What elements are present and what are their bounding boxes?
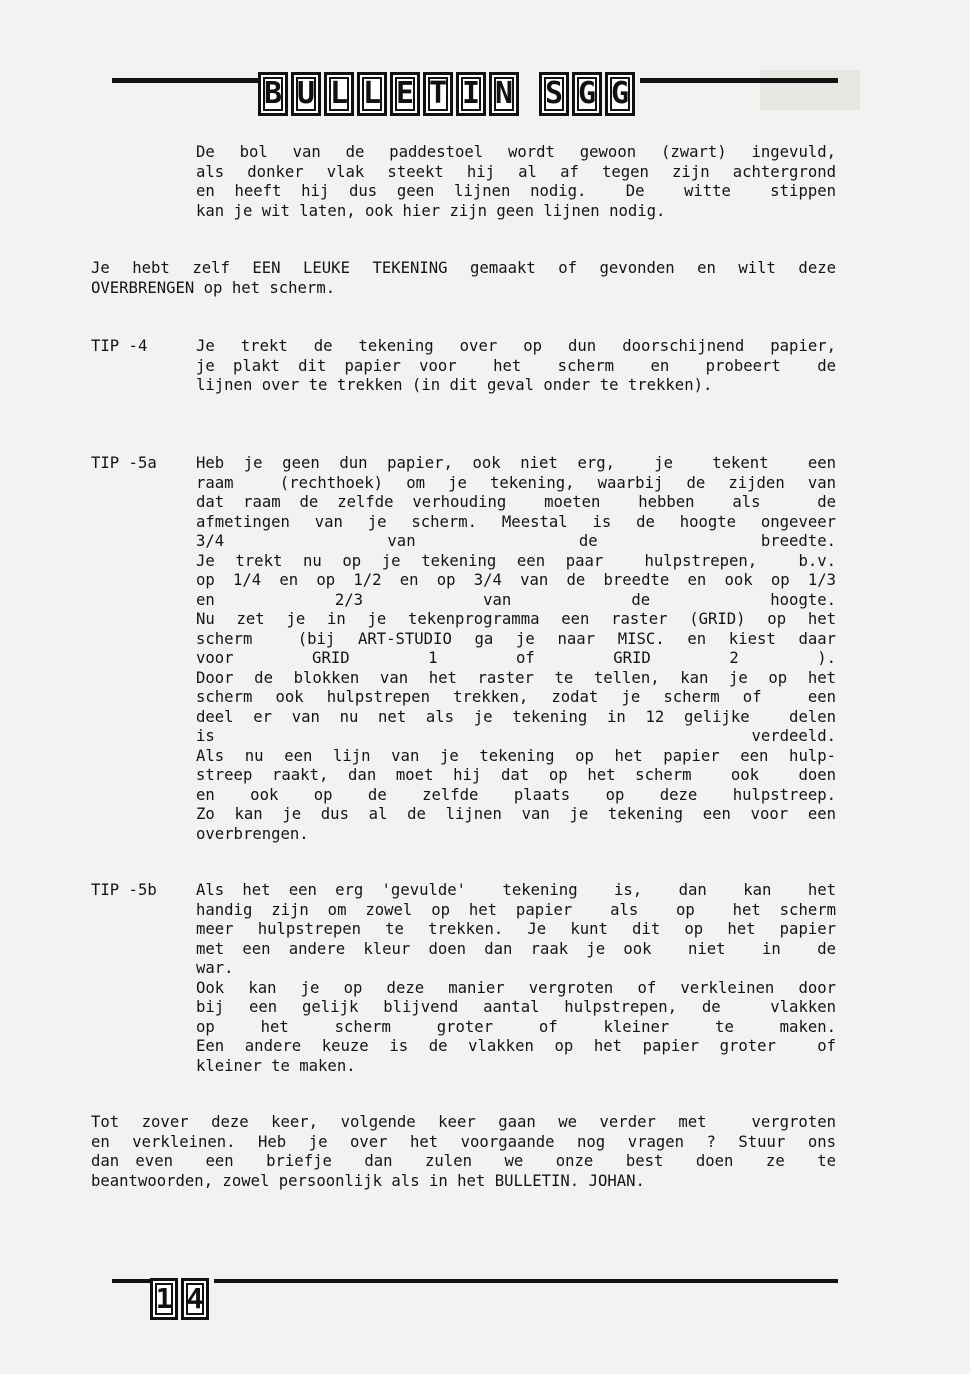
banner-letter: S [539, 72, 569, 116]
text-line: OVERBRENGEN op het scherm. [91, 278, 336, 297]
text-line: 3/4 van de breedte. [196, 532, 836, 550]
page-digit: 1 [150, 1278, 178, 1320]
text-line: bij een gelijk blijvend aantal hulpstrepen, de vlakken [196, 998, 836, 1016]
closing-paragraph [91, 1113, 836, 1191]
text-line: Door de blokken van het raster te tellen, kan je op het [196, 668, 836, 687]
text-line: kan je wit laten, ook hier zijn geen lijnen nodig. [196, 201, 666, 220]
text-line: op 1/4 en op 1/2 en op 3/4 van de breedte en ook op 1/3 [196, 571, 836, 589]
text-line: Tot zover deze keer, volgende keer gaan we verder met vergroten [91, 1113, 836, 1131]
banner-letter: L [324, 72, 354, 116]
text-line: streep raakt, dan moet hij dat op het scherm ook doen [196, 766, 836, 784]
page-number [150, 1278, 209, 1320]
tip-5a-text [196, 454, 836, 844]
text-line: op het scherm groter of kleiner te maken. [196, 1017, 836, 1036]
text-line: Je trekt de tekening over op dun doorschijnend papier, [196, 337, 836, 355]
text-line: en ook op de zelfde plaats op deze hulpstreep. [196, 785, 836, 804]
text-line: en heeft hij dus geen lijnen nodig. De witte stippen [196, 182, 836, 200]
text-line: Als nu een lijn van je tekening op het papier een hulp- [196, 746, 836, 765]
text-line: De bol van de paddestoel wordt gewoon (zwart) ingevuld, [196, 143, 836, 161]
text-line: Zo kan je dus al de lijnen van je tekening een voor een [196, 805, 836, 823]
text-line: raam (rechthoek) om je tekening, waarbij de zijden van [196, 473, 836, 492]
text-line: Als het een erg 'gevulde' tekening is, dan kan het [196, 881, 836, 899]
tip-5b-text [196, 881, 836, 1076]
footer-rule-left [112, 1279, 152, 1283]
text-line: je plakt dit papier voor het scherm en probeert de [196, 356, 836, 375]
bulletin-sgg-banner [258, 72, 635, 120]
text-line: afmetingen van je scherm. Meestal is de hoogte ongeveer [196, 512, 836, 531]
text-line: overbrengen. [196, 824, 309, 843]
text-line: scherm ook hulpstrepen trekken, zodat je scherm of een [196, 688, 836, 706]
text-line: dat raam de zelfde verhouding moeten hebben als de [196, 493, 836, 511]
header-rule-right [640, 78, 838, 83]
text-line: meer hulpstrepen te trekken. Je kunt dit op het papier [196, 920, 836, 938]
text-line: dan even een briefje dan zulen we onze best doen ze te [91, 1152, 836, 1170]
tip-5b-label: TIP -5b [91, 881, 157, 899]
tip-5a-label: TIP -5a [91, 454, 157, 472]
text-line: met een andere kleur doen dan raak je ook niet in de [196, 939, 836, 958]
text-line: Heb je geen dun papier, ook niet erg, je tekent een [196, 454, 836, 472]
text-line: beantwoorden, zowel persoonlijk als in het BULLETIN. JOHAN. [91, 1171, 645, 1190]
banner-letter: E [390, 72, 420, 116]
text-line: en verkleinen. Heb je over het voorgaande nog vragen ? Stuur ons [91, 1132, 836, 1151]
banner-letter: G [572, 72, 602, 116]
lead-paragraph [91, 259, 836, 298]
text-line: handig zijn om zowel op het papier als op het scherm [196, 900, 836, 919]
text-line: war. [196, 959, 234, 977]
text-line: Ook kan je op deze manier vergroten of verkleinen door [196, 978, 836, 997]
tip-4-text [196, 337, 836, 396]
banner-letter: G [605, 72, 635, 116]
header-rule-left [112, 78, 260, 83]
intro-paragraph [196, 143, 836, 221]
banner-letter: U [291, 72, 321, 116]
text-line: scherm (bij ART-STUDIO ga je naar MISC. en kiest daar [196, 629, 836, 648]
text-line: en 2/3 van de hoogte. [196, 590, 836, 609]
text-line: Je trekt nu op je tekening een paar hulpstrepen, b.v. [196, 551, 836, 570]
text-line: als donker vlak steekt hij al af tegen zijn achtergrond [196, 162, 836, 181]
text-line: deel er van nu net als je tekening in 12 gelijke delen [196, 707, 836, 726]
banner-gap [522, 72, 536, 120]
banner-letter: L [357, 72, 387, 116]
banner-letter: N [489, 72, 519, 116]
text-line: voor GRID 1 of GRID 2 ). [196, 649, 836, 667]
show-through-smudge [760, 70, 860, 110]
text-line: lijnen over te trekken (in dit geval onder te trekken). [196, 376, 713, 394]
banner-letter: T [423, 72, 453, 116]
text-line: is verdeeld. [196, 727, 836, 745]
text-line: Een andere keuze is de vlakken op het papier groter of [196, 1037, 836, 1055]
text-line: kleiner te maken. [196, 1056, 356, 1075]
text-line: Nu zet je in je tekenprogramma een raster (GRID) op het [196, 610, 836, 628]
tip-4-label: TIP -4 [91, 337, 148, 355]
text-line: Je hebt zelf EEN LEUKE TEKENING gemaakt of gevonden en wilt deze [91, 259, 836, 277]
footer-rule-right [214, 1279, 838, 1283]
banner-letter: I [456, 72, 486, 116]
page-digit: 4 [181, 1278, 209, 1320]
banner-letter: B [258, 72, 288, 116]
